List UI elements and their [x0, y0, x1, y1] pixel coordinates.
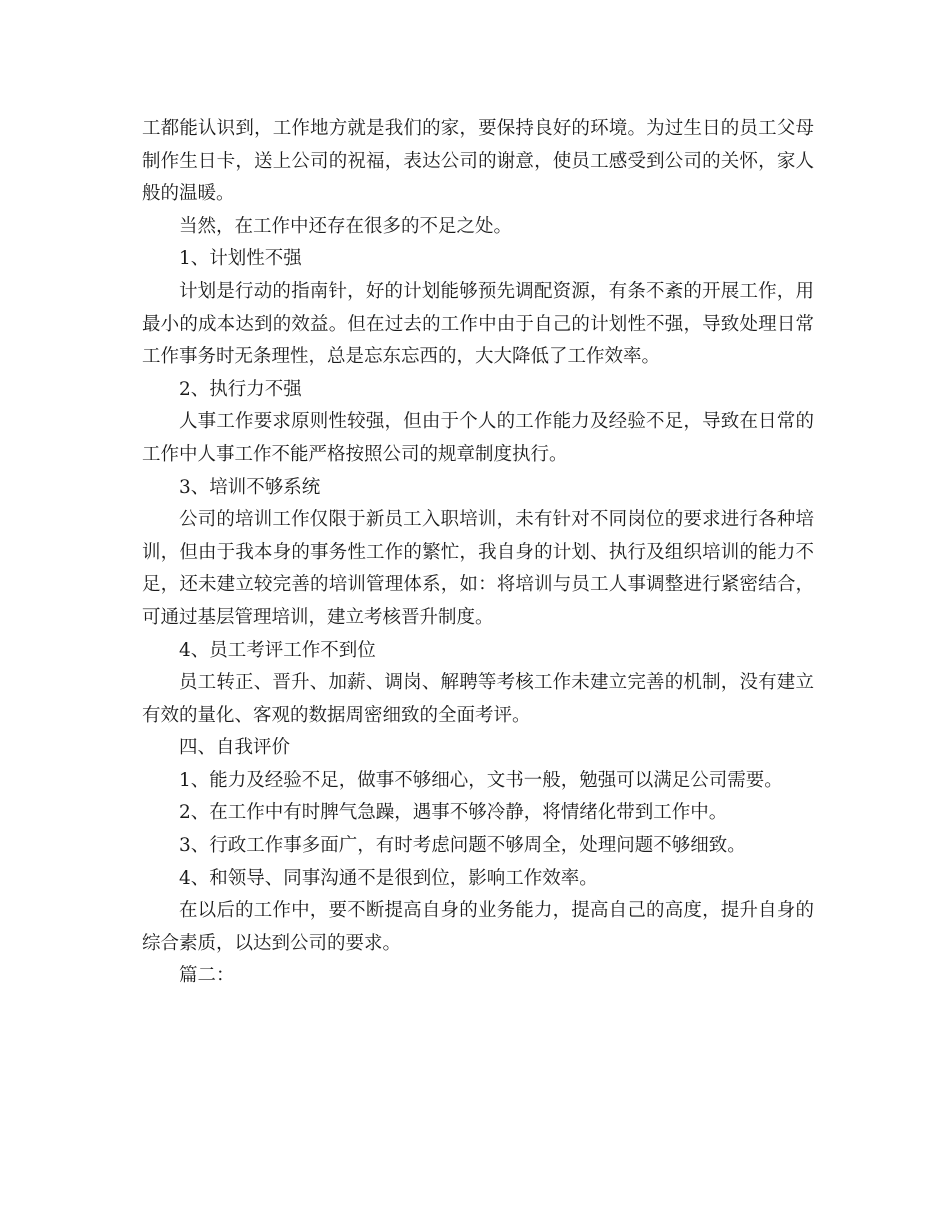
- list-item-self-assessment: 3、行政工作事多面广，有时考虑问题不够周全，处理问题不够细致。: [179, 835, 746, 857]
- heading-self-assessment: 四、自我评价: [179, 737, 291, 759]
- document-body: [142, 113, 814, 993]
- heading-weak-execution: 2、执行力不强: [179, 378, 302, 400]
- paragraph-continuation: 工都能认识到，工作地方就是我们的家，要保持良好的环境。为过生日的员工父母制作生日卡，送上公司的祝福，表达公司的谢意，使员工感受到公司的关怀，家人般的温暖。: [142, 118, 814, 205]
- paragraph-shortcomings-intro: 当然，在工作中还存在很多的不足之处。: [179, 215, 513, 237]
- list-item-self-assessment: 4、和领导、同事沟通不是很到位，影响工作效率。: [179, 867, 598, 889]
- heading-evaluation: 4、员工考评工作不到位: [179, 639, 376, 661]
- paragraph-training: 公司的培训工作仅限于新员工入职培训，未有针对不同岗位的要求进行各种培训，但由于我本身的事务性工作的繁忙，我自身的计划、执行及组织培训的能力不足，还未建立较完善的培训管理体系，如：将培训与员工人事调整进行紧密结合，可通过基层管理培训，建立考核晋升制度。: [142, 509, 814, 628]
- heading-training: 3、培训不够系统: [179, 476, 321, 498]
- paragraph-weak-execution: 人事工作要求原则性较强，但由于个人的工作能力及经验不足，导致在日常的工作中人事工作不能严格按照公司的规章制度执行。: [142, 411, 814, 465]
- paragraph-weak-planning: 计划是行动的指南针，好的计划能够预先调配资源，有条不紊的开展工作，用最小的成本达到的效益。但在过去的工作中由于自己的计划性不强，导致处理日常工作事务时无条理性，总是忘东忘西的，大大降低了工作效率。: [142, 280, 814, 368]
- paragraph-conclusion: 在以后的工作中，要不断提高自身的业务能力，提高自己的高度，提升自身的综合素质，以达到公司的要求。: [142, 900, 814, 954]
- list-item-self-assessment: 1、能力及经验不足，做事不够细心，文书一般，勉强可以满足公司需要。: [179, 769, 783, 791]
- heading-weak-planning: 1、计划性不强: [179, 248, 302, 270]
- section-heading-part-two: 篇二：: [179, 965, 235, 987]
- list-item-self-assessment: 2、在工作中有时脾气急躁，遇事不够冷静，将情绪化带到工作中。: [179, 802, 728, 824]
- paragraph-evaluation: 员工转正、晋升、加薪、调岗、解聘等考核工作未建立完善的机制，没有建立有效的量化、客观的数据周密细致的全面考评。: [142, 672, 814, 726]
